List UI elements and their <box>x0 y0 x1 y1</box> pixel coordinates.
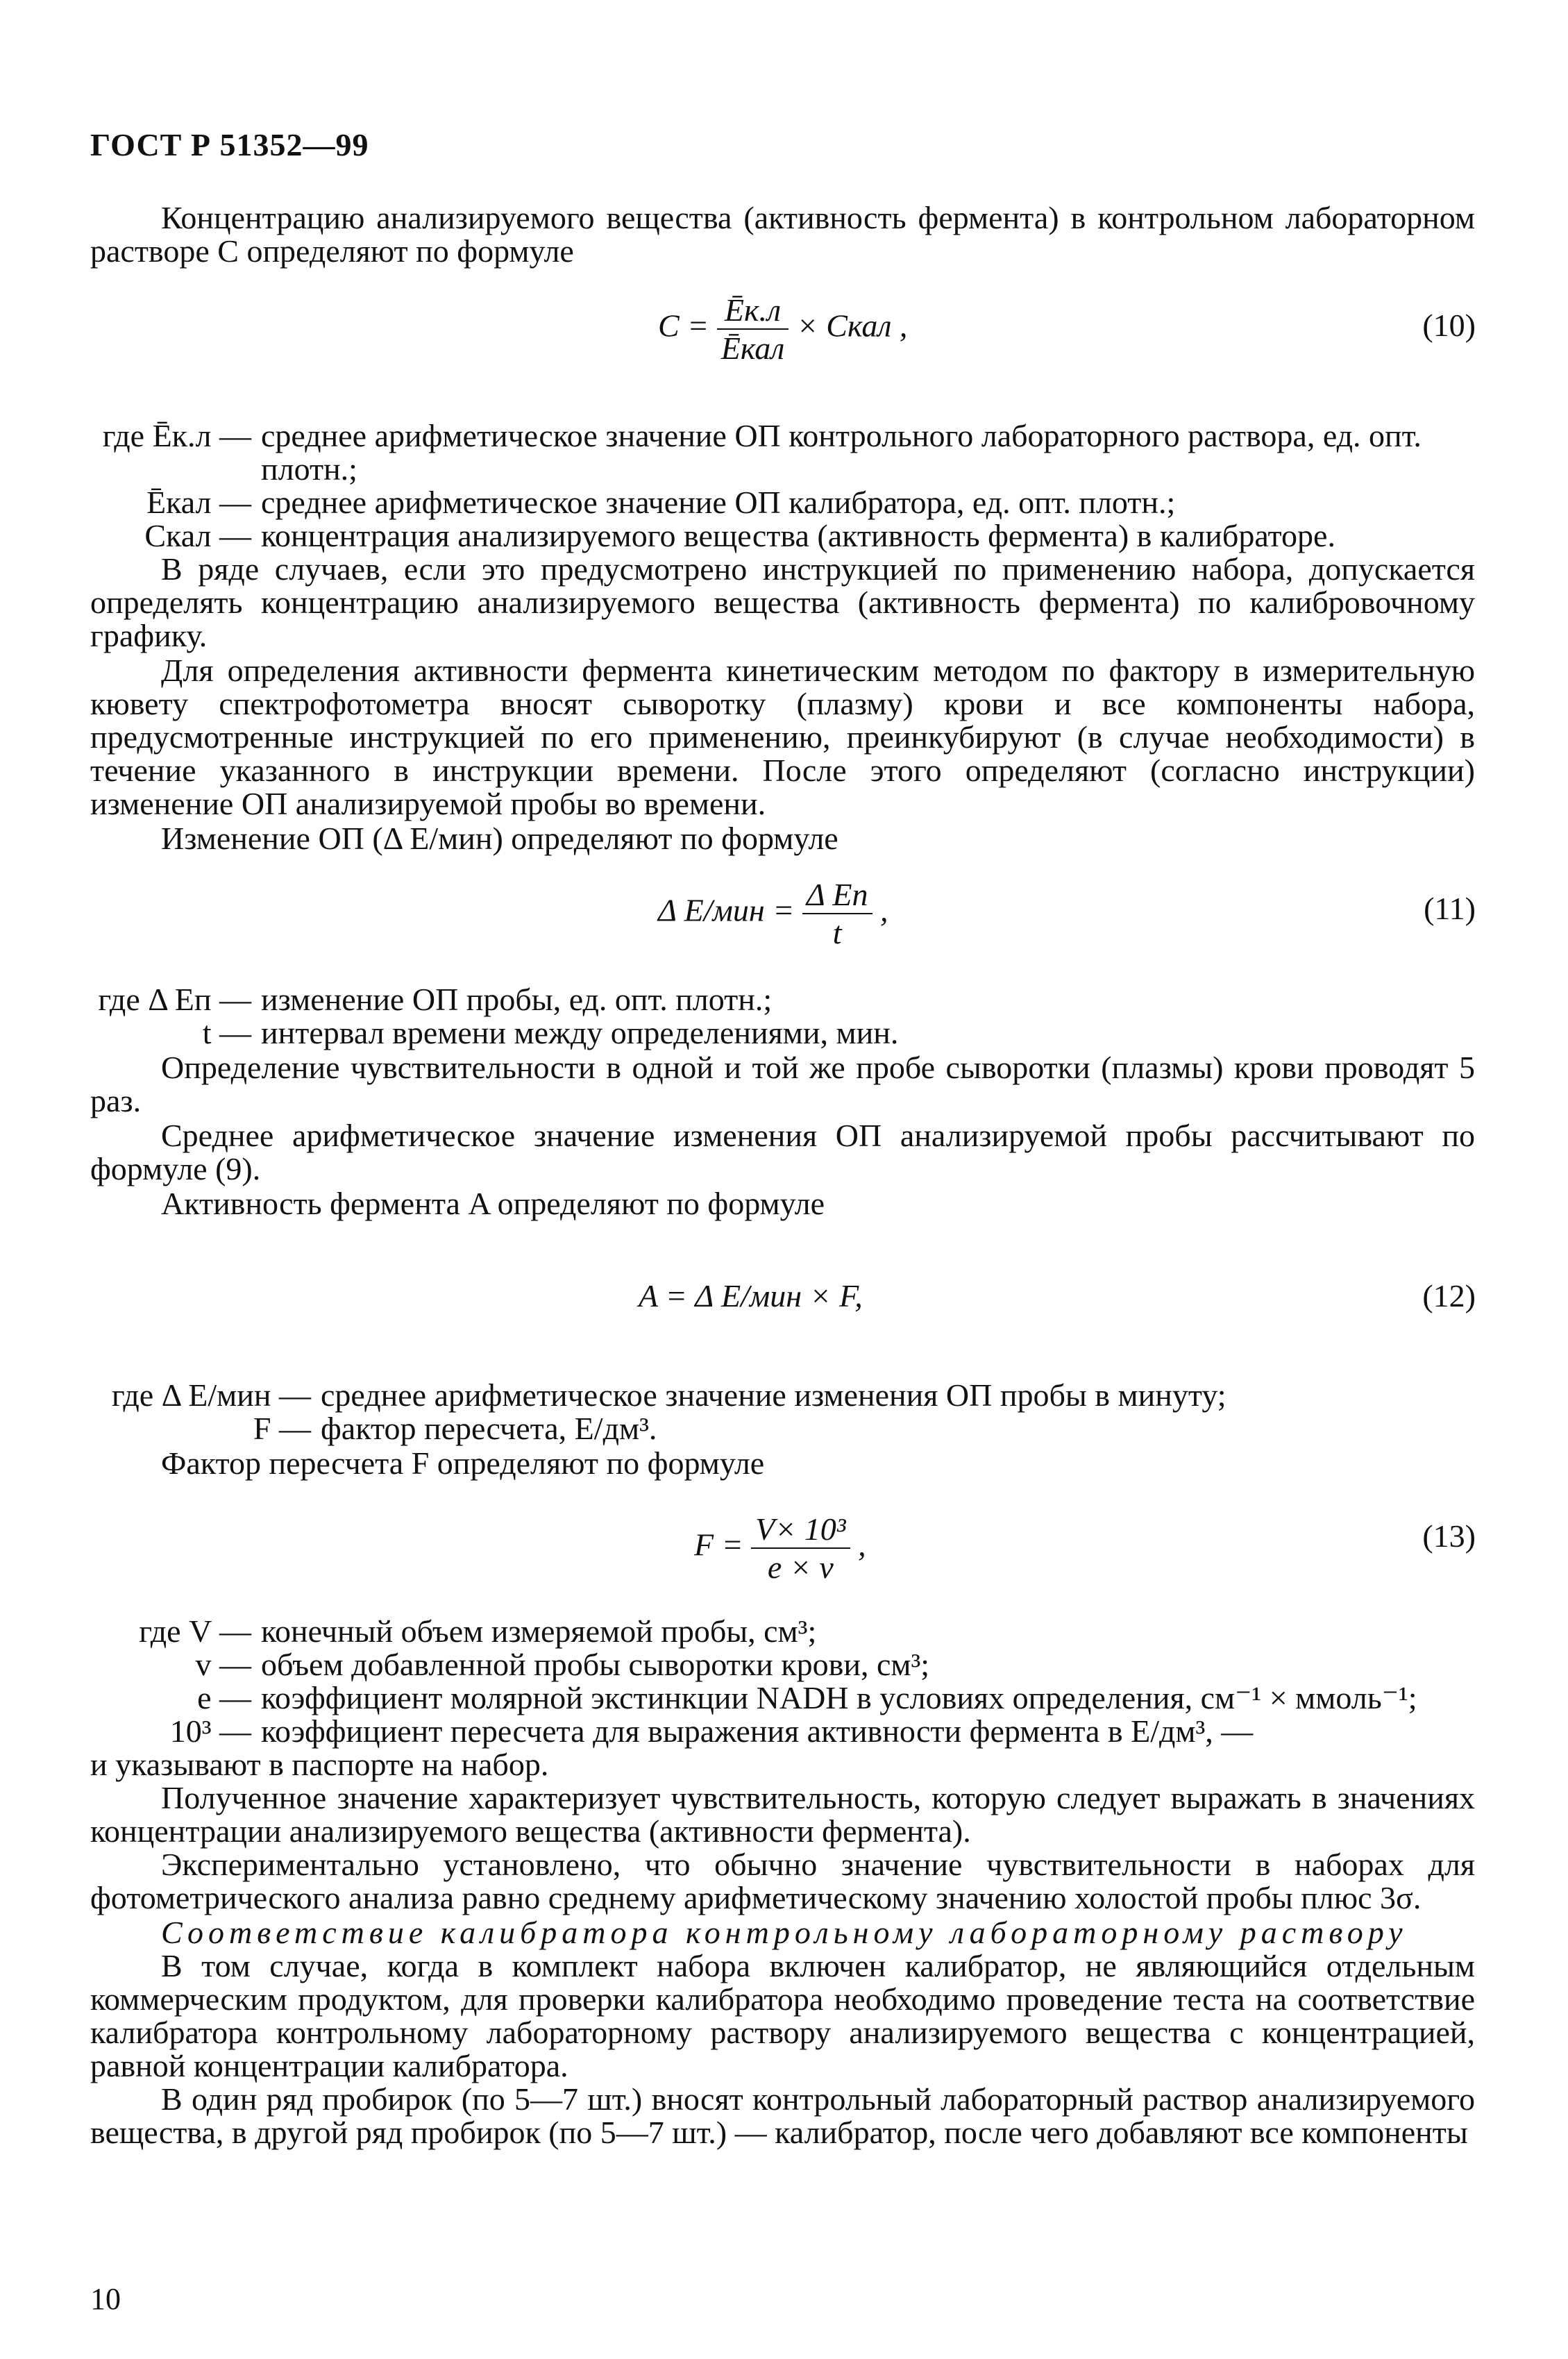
where-symbol: Ēкал — <box>146 485 251 520</box>
page-number: 10 <box>90 2282 121 2316</box>
where-item <box>90 519 1475 553</box>
paragraph-mean-value: Среднее арифметическое значение изменения ОП анализируемой пробы рассчитывают по формуле (9). <box>90 1118 1475 1186</box>
where-symbol: e — <box>197 1680 251 1715</box>
where-symbol: v — <box>195 1647 251 1682</box>
where-item <box>90 1379 1475 1412</box>
where-item <box>90 1615 1475 1648</box>
paragraph-experimental: Экспериментально установлено, что обычно значение чувствительности в наборах для фотометрического анализа равно среднему арифметическому значению холостой пробы плюс 3σ. <box>90 1847 1475 1915</box>
where-item <box>90 1715 1475 1748</box>
formula-13-fraction <box>751 1511 850 1586</box>
where-symbol: где Δ E/мин — <box>111 1377 311 1413</box>
formula-10-fraction <box>717 292 789 367</box>
where-list-12 <box>90 1379 1475 1445</box>
formula-13-denominator: e × v <box>767 1550 834 1585</box>
formula-11 <box>658 876 888 951</box>
equation-number-11: (11) <box>1424 891 1476 926</box>
where-symbol: где V — <box>139 1613 251 1649</box>
paragraph-activity: Активность фермента A определяют по формуле <box>161 1186 825 1221</box>
where-item <box>90 1681 1475 1715</box>
paragraph-calibration-graph: В ряде случаев, если это предусмотрено инструкцией по применению набора, допускается определять концентрацию анализируемого вещества (активность фермента) по калибровочному графику. <box>90 551 1475 653</box>
where-symbol: F — <box>253 1411 311 1446</box>
where-item <box>90 1016 1475 1050</box>
where-text: фактор пересчета, E/дм³. <box>321 1411 657 1446</box>
formula-11-numerator: Δ Eп <box>802 876 872 914</box>
formula-13-lhs: F = <box>694 1527 743 1563</box>
where-symbol: Cкал — <box>144 518 251 553</box>
formula-10-numerator: Ēк.л <box>717 292 789 330</box>
where-text: изменение ОП пробы, ед. опт. плотн.; <box>261 982 773 1017</box>
formula-11-lhs: Δ E/мин = <box>658 892 795 928</box>
where-text: коэффициент молярной экстинкции NADH в условиях определения, см⁻¹ × ммоль⁻¹; <box>261 1680 1417 1715</box>
formula-11-denominator: t <box>832 915 842 950</box>
where-symbol: t — <box>202 1015 251 1050</box>
where-item <box>90 419 1475 486</box>
where-item <box>90 983 1475 1016</box>
where-item <box>90 486 1475 519</box>
formula-10-lhs: C = <box>658 308 709 344</box>
paragraph-sensitivity: Полученное значение характеризует чувствительность, которую следует выражать в значениях концентрации анализируемого вещества (активности фермента). <box>90 1780 1475 1849</box>
formula-10-denominator: Ēкал <box>720 330 785 366</box>
paragraph-test-tubes: В один ряд пробирок (по 5—7 шт.) вносят контрольный лабораторный раствор анализируемого вещества, в другой ряд пробирок (по 5—7 шт.) — калибратор, после чего добавляют все компоненты <box>90 2081 1475 2150</box>
formula-13 <box>694 1511 866 1586</box>
formula-12: A = Δ E/мин × F, <box>639 1278 863 1313</box>
where-symbol: где Ēк.л — <box>102 418 251 453</box>
paragraph-concentration: Концентрацию анализируемого вещества (активность фермента) в контрольном лабораторном растворе C определяют по формуле <box>90 200 1475 269</box>
section-title: Соответствие калибратора контрольному лабораторному раствору <box>161 1915 1408 1950</box>
formula-11-rhs: , <box>880 892 888 928</box>
formula-10 <box>658 292 907 367</box>
where-list-13 <box>90 1615 1475 1748</box>
formula-13-rhs: , <box>858 1527 866 1563</box>
where-symbol: 10³ — <box>169 1713 251 1749</box>
where-text: среднее арифметическое значение изменения ОП пробы в минуту; <box>321 1377 1226 1413</box>
equation-number-12: (12) <box>1422 1278 1476 1313</box>
paragraph-repeat-5: Определение чувствительности в одной и той же пробе сыворотки (плазмы) крови проводят 5 раз. <box>90 1050 1475 1118</box>
paragraph-kinetic-method: Для определения активности фермента кинетическим методом по фактору в измерительную кювету спектрофотометра вносят сыворотку (плазму) крови и все компоненты набора, предусмотренные инструкцией по его применению, преинкубируют (в случае необходимости) в течение указанного в инструкции времени. После этого определяют (согласно инструкции) изменение ОП анализируемой пробы во времени. <box>90 653 1475 821</box>
where-text: среднее арифметическое значение ОП калибратора, ед. опт. плотн.; <box>261 485 1176 520</box>
where-symbol: где Δ Eп — <box>98 982 251 1017</box>
paragraph-factor: Фактор пересчета F определяют по формуле <box>161 1445 765 1481</box>
paragraph-od-change: Изменение ОП (Δ E/мин) определяют по формуле <box>161 821 838 856</box>
where-list-11 <box>90 983 1475 1050</box>
equation-number-10: (10) <box>1422 308 1476 343</box>
paragraph-passport: и указывают в паспорте на набор. <box>90 1747 549 1782</box>
formula-10-rhs: × Cкал , <box>796 308 908 344</box>
formula-13-numerator: V× 10³ <box>751 1511 850 1549</box>
where-list-10 <box>90 419 1475 553</box>
formula-11-fraction <box>802 876 872 951</box>
where-item <box>90 1412 1475 1445</box>
equation-number-13: (13) <box>1422 1518 1476 1554</box>
where-text: объем добавленной пробы сыворотки крови, см³; <box>261 1647 930 1682</box>
where-text: среднее арифметическое значение ОП контрольного лабораторного раствора, ед. опт. плотн.; <box>261 418 1422 487</box>
where-text: интервал времени между определениями, мин. <box>261 1015 899 1050</box>
where-text: концентрация анализируемого вещества (активность фермента) в калибраторе. <box>261 518 1335 553</box>
where-text: коэффициент пересчета для выражения активности фермента в E/дм³, — <box>261 1713 1254 1749</box>
where-text: конечный объем измеряемой пробы, см³; <box>261 1613 817 1649</box>
where-item <box>90 1648 1475 1681</box>
document-header: ГОСТ Р 51352—99 <box>90 127 369 162</box>
paragraph-calibrator-test: В том случае, когда в комплект набора включен калибратор, не являющийся отдельным коммерческим продуктом, для проверки калибратора необходимо проведение теста на соответствие калибратора контрольному лабораторному раствору анализируемого вещества с концентрацией, равной концентрации калибратора. <box>90 1948 1475 2083</box>
